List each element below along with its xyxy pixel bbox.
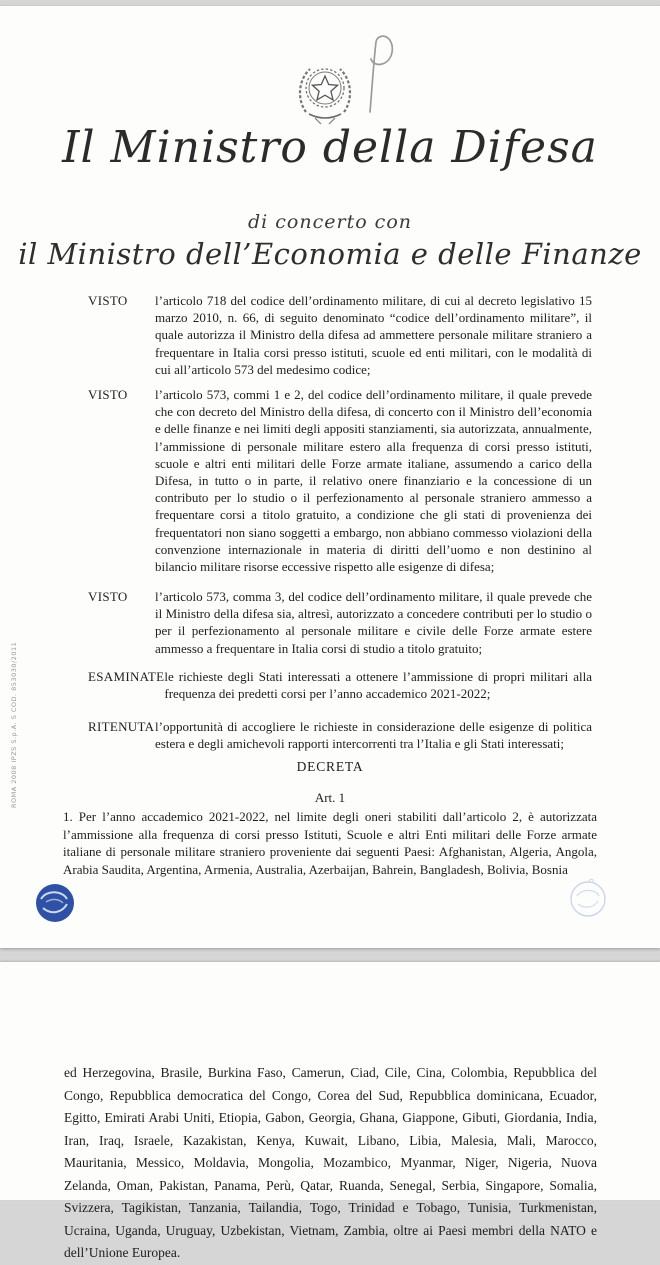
clause-text: l’articolo 718 del codice dell’ordinamento militare, di cui al decreto legislativo 15 marzo 2010, n. 66, di seguito denominato “codice dell’ordinamento militare”, il quale autorizza il Ministro della difesa ad ammettere personale militare straniero a frequentare in Italia corsi presso istituti, scuole ed enti militari, con le modalità di cui all’articolo 573 del medesimo codice;	[155, 293, 592, 377]
blue-ink-stamp-right	[564, 876, 612, 924]
blue-ink-stamp-left	[32, 882, 78, 928]
handwritten-p-mark	[360, 34, 404, 116]
clause-visto-1	[88, 292, 592, 378]
clause-text: le richieste degli Stati interessati a ottenere l’ammissione di propri militari alla frequenza dei predetti corsi per l’anno accademico 2021-2022;	[164, 669, 592, 702]
clause-text: l’articolo 573, commi 1 e 2, del codice dell’ordinamento militare, il quale prevede che con decreto del Ministro della difesa, di concerto con il Ministro dell’economia e delle finanze e nei limiti degli appositi stanziamenti, sia autorizzata, annualmente, l’ammissione di personale militare estero alla frequenza di corsi presso istituti, scuole e altri enti militari delle Forze armate italiane, assumendo a carico della Difesa, in tutto o in parte, il relativo onere finanziario e la concessione di un contributo per lo studio o il perfezionamento al personale straniero ammesso a frequentare corsi a titolo gratuito, a condizione che gli stati di provenienza dei frequentatori non siano soggetti a embargo, non abbiano commesso violazioni della convenzione internazionale in materia di diritti dell’uomo e non destinino al bilancio militare risorse eccessive rispetto alle esigenze di difesa;	[155, 387, 592, 575]
concert-line: di concerto con	[248, 211, 412, 233]
clause-label: VISTO	[88, 589, 128, 604]
clause-label: VISTO	[88, 387, 128, 402]
ministry-title: Il Ministro della Difesa	[62, 122, 598, 173]
clause-text: l’opportunità di accogliere le richieste in considerazione delle esigenze di politica estera e degli amichevoli rapporti intercorrenti tra l’Italia e gli Stati interessati;	[155, 719, 592, 752]
clause-visto-2	[88, 386, 592, 575]
page-1	[0, 6, 660, 948]
article-1-heading: Art. 1	[314, 790, 346, 805]
decreta-heading: DECRETA	[296, 759, 364, 774]
clause-esaminate	[88, 668, 592, 702]
article-1-text: 1. Per l’anno accademico 2021-2022, nel limite degli oneri stabiliti dall’articolo 2, è autorizzata l’ammissione alla frequenza di corsi presso Istituti, Scuole e altri Enti militari delle Forze armate italiane di personale militare straniero proveniente dai seguenti Paesi: Afghanistan, Algeria, Angola, Arabia Saudita, Argentina, Armenia, Australia, Azerbaijan, Bahrein, Bangladesh, Bolivia, Bosnia	[63, 809, 597, 877]
clause-ritenuta	[88, 718, 592, 752]
page-2	[0, 962, 660, 1260]
clause-text: l’articolo 573, comma 3, del codice dell’ordinamento militare, il quale prevede che il Ministro della difesa sia, altresì, autorizzato a concedere contributi per lo studio o per il perfezionamento al personale militare e civile delle Forze armate estere ammesso a frequentare in Italia corsi di studio a titolo gratuito;	[155, 589, 592, 656]
clause-label: RITENUTA	[88, 719, 155, 734]
clause-visto-3	[88, 588, 592, 657]
clause-label: ESAMINATE	[88, 669, 165, 684]
italian-republic-emblem-icon	[291, 58, 359, 130]
economy-ministry-title: il Ministro dell’Economia e delle Finanze	[18, 237, 642, 271]
clause-label: VISTO	[88, 293, 128, 308]
print-code-margin-text: ROMA 2008 IPZS S.p.A. S COD. 853030/2011	[10, 641, 18, 808]
country-list-continuation: ed Herzegovina, Brasile, Burkina Faso, Camerun, Ciad, Cile, Cina, Colombia, Repubblica del Congo, Repubblica democratica del Congo, Corea del Sud, Repubblica dominicana, Ecuador, Egitto, Emirati Arabi Uniti, Etiopia, Gabon, Georgia, Ghana, Giappone, Gibuti, Giordania, India, Iran, Iraq, Israele, Kazakistan, Kenya, Kuwait, Libano, Libia, Malesia, Mali, Marocco, Mauritania, Messico, Moldavia, Mongolia, Mozambico, Myanmar, Niger, Nigeria, Nuova Zelanda, Oman, Pakistan, Panama, Perù, Qatar, Ruanda, Senegal, Serbia, Singapore, Somalia, Svizzera, Tagikistan, Tanzania, Tailandia, Togo, Trinidad e Tobago, Tunisia, Turkmenistan, Ucraina, Uganda, Uruguay, Uzbekistan, Vietnam, Zambia, oltre ai Paesi membri della NATO e dell’Unione Europea.	[64, 1065, 597, 1260]
